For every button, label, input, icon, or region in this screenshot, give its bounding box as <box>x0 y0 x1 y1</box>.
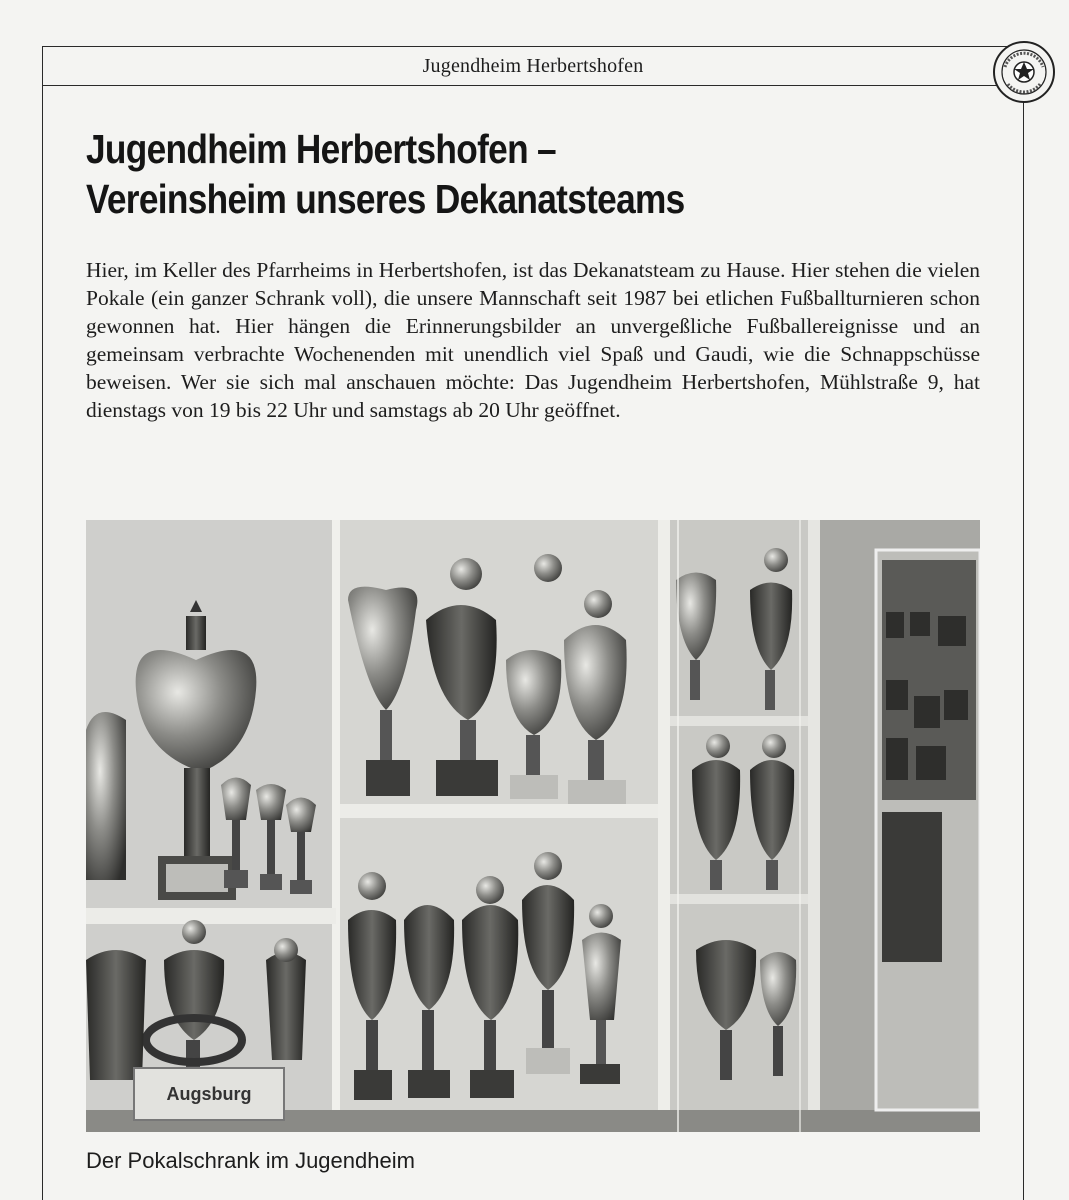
photo-caption: Der Pokalschrank im Jugendheim <box>86 1148 415 1173</box>
augsburg-sign-label: Augsburg <box>166 1084 252 1104</box>
section-title: Jugendheim Herbertshofen <box>422 54 644 77</box>
headline-line-1: Jugendheim Herbertshofen – <box>86 126 556 172</box>
article-body: Hier, im Keller des Pfarrheims in Herbertshofen, ist das Dekanatsteam zu Hause. Hier stehen die vielen Pokale (ein ganzer Schrank voll), die unsere Mannschaft seit 1987 bei etlichen Fußballturnieren schon gewonnen hat. Hier hängen die Erinnerungsbilder an unvergeßliche Fußballereignisse und an gemeinsam verbrachte Wochenenden mit unendlich viel Spaß und Gaudi, wie die Schnappschüsse beweisen. Wer sie sich mal anschauen möchte: Das Jugendheim Herbertshofen, Mühlstraße 9, hat dienstags von 19 bis 22 Uhr und samstags ab 20 Uhr geöffnet. <box>86 258 980 422</box>
headline-line-2: Vereinsheim unseres Dekanatsteams <box>86 176 685 222</box>
trophy-cabinet-photo <box>86 520 980 1132</box>
section-header <box>42 46 1024 86</box>
deanery-seal-icon <box>992 40 1056 104</box>
article-headline <box>86 124 860 224</box>
